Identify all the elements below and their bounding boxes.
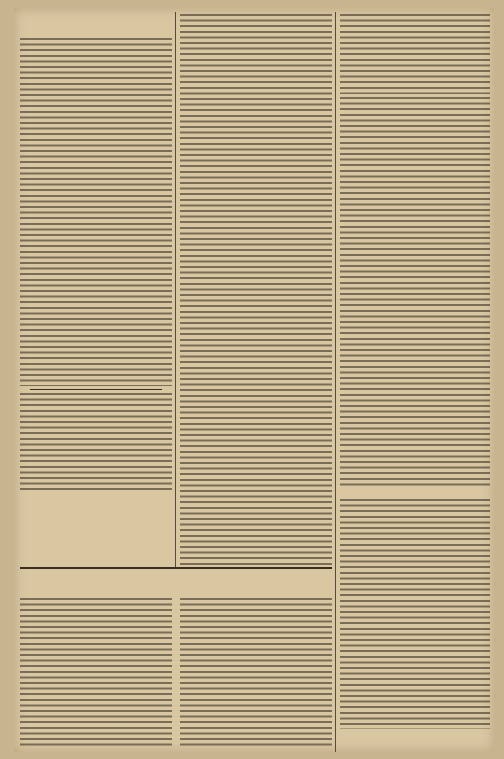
column-rule [175,12,176,567]
article-body [20,393,172,493]
divider [30,389,162,390]
feuilleton [20,570,332,572]
column-rule [335,12,336,752]
article-body [180,14,332,565]
newspaper-page [14,8,494,752]
article-body [20,38,172,386]
column-middle [180,12,332,565]
article-body [340,97,490,487]
feuilleton-body-left [20,598,172,748]
article-body [340,14,490,94]
column-right [340,12,490,729]
column-left [20,12,172,493]
feuilleton-body-right [180,598,332,748]
article-body [340,499,490,729]
feuilleton-divider [20,567,332,569]
